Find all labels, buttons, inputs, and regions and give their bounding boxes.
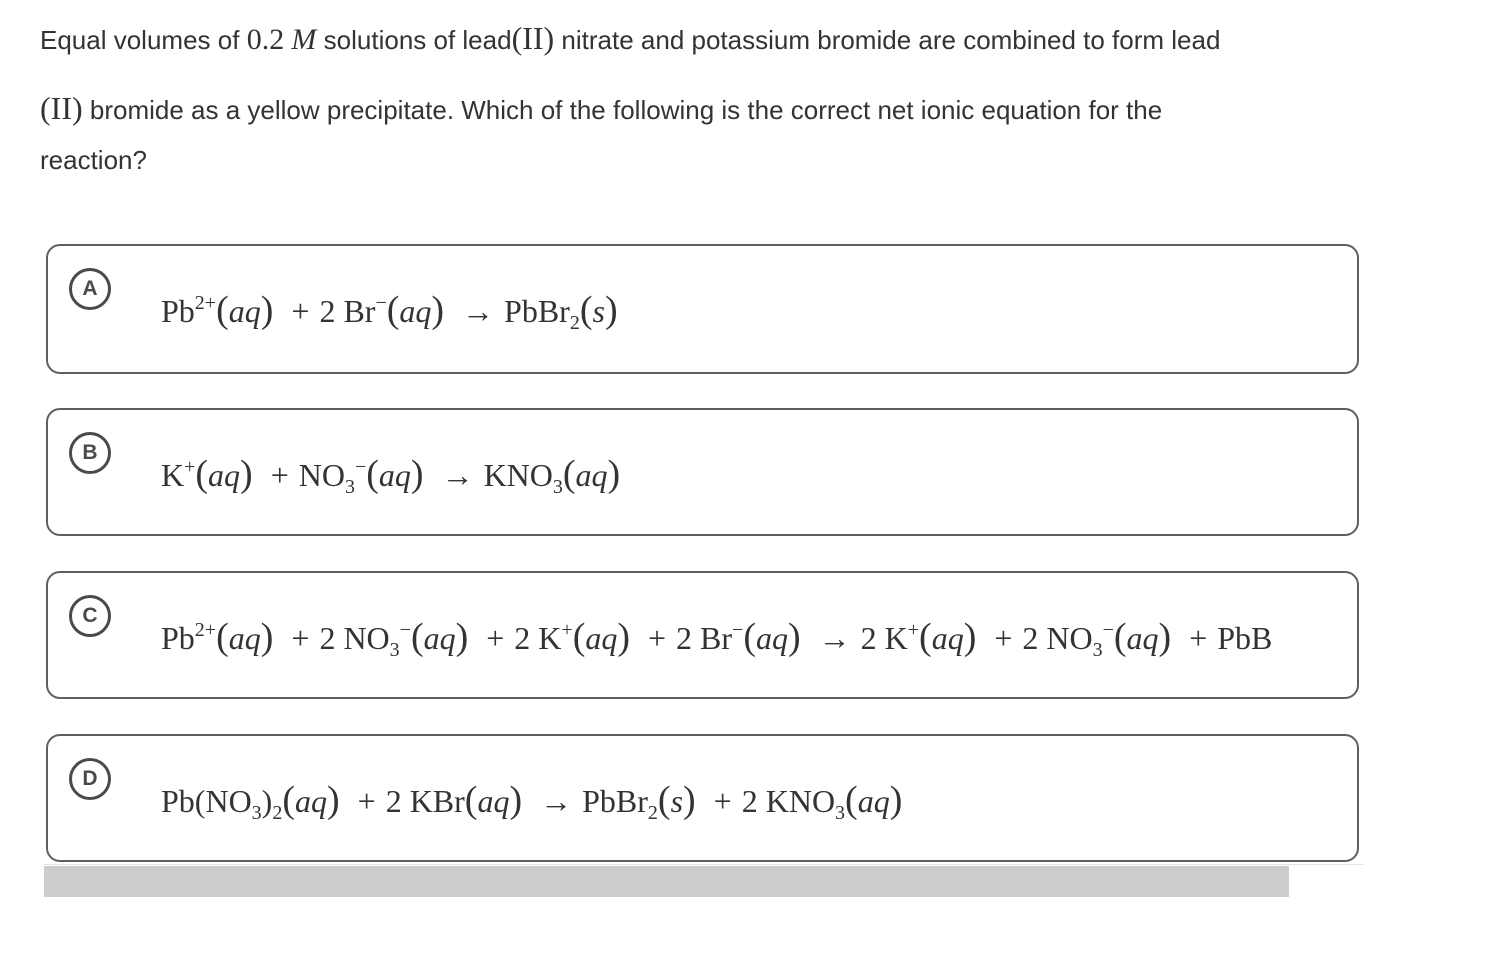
answer-option-b[interactable]	[46, 408, 1359, 536]
horizontal-scrollbar[interactable]	[44, 864, 1364, 897]
equation: $Pb^{2+}(aq) + 2$ $NO_3^-(aq) + 2$ K+(aq) + 2 Br−(aq) → 2 K+(aq) + 2 $NO_3^-(aq)$ + PbB	[161, 616, 1273, 661]
question-line-3: reaction?	[40, 145, 147, 175]
option-letter-badge: B	[69, 432, 111, 474]
equation: $K^+(aq) + NO_3^-(aq) \to KNO_3(aq)$	[161, 453, 621, 498]
question-line-2: (II) bromide as a yellow precipitate. Which of the following is the correct net ionic equation for the	[40, 90, 1163, 126]
option-letter-badge: A	[69, 268, 111, 310]
answer-option-a[interactable]	[46, 244, 1359, 374]
equation: $Pb^{2+}(aq) + 2$ Br−(aq) → PbBr$_2$(s)	[161, 289, 618, 334]
answer-option-d[interactable]	[46, 734, 1359, 862]
roman-numeral: (II)	[511, 20, 555, 56]
answer-option-c[interactable]	[46, 571, 1359, 699]
option-letter-badge: D	[69, 758, 111, 800]
molarity-unit: M	[291, 23, 317, 56]
equation: $Pb(NO_3)_2(aq) + 2$ KBr(aq) → PbBr$_2$(s) + 2 $KNO_3(aq)$	[161, 779, 903, 824]
reaction-arrow: →	[540, 783, 573, 819]
concentration-value: 0.2	[246, 23, 285, 56]
reaction-arrow: →	[441, 457, 474, 493]
roman-numeral: (II)	[40, 90, 83, 126]
reaction-arrow: →	[818, 620, 851, 656]
option-letter-badge: C	[69, 595, 111, 637]
reaction-arrow: →	[462, 293, 495, 329]
scrollbar-thumb[interactable]	[44, 866, 1289, 897]
question-line-1: Equal volumes of 0.2 M solutions of lead(II) nitrate and potassium bromide are combined to form lead	[40, 20, 1221, 56]
